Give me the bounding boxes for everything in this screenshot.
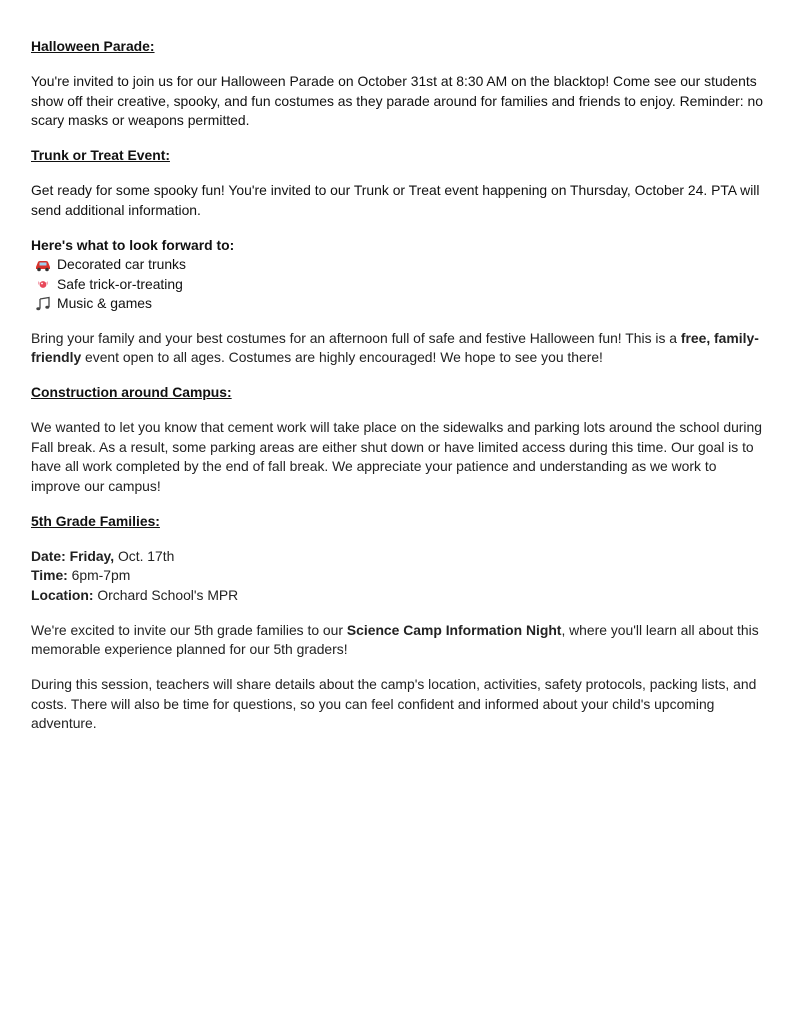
list-item-label: Safe trick-or-treating [57,275,183,292]
candy-icon [34,276,52,292]
trunk-or-treat-heading: Trunk or Treat Event: [31,147,170,163]
invite-text-start: We're excited to invite our 5th grade families to our [31,621,347,638]
closing-text-end: event open to all ages. Costumes are highly encouraged! We hope to see you there! [81,349,603,365]
location-label: Location: [31,586,94,603]
invite-text-end: , where you'll learn all about this memorable experience planned for our 5th graders! [31,621,759,657]
free-family-friendly-emphasis: free, family-friendly [31,329,759,365]
event-time [31,566,763,586]
construction-heading: Construction around Campus: [31,384,232,400]
list-item [34,275,763,295]
trunk-or-treat-body: Get ready for some spooky fun! You're invited to our Trunk or Treat event happening on Thursday, October 24. PTA will send additional information. [31,182,760,218]
look-forward-heading: Here's what to look forward to: [31,236,235,253]
newsletter-content [31,37,763,734]
music-notes-icon [34,296,52,312]
construction-body: We wanted to let you know that cement work will take place on the sidewalks and parking lots around the school during Fall break. As a result, some parking areas are either shut down or have limited access during this time. Our goal is to have all work completed by the end of fall break. We appreciate your patience and understanding as we work to improve our campus! [31,419,762,494]
science-camp-night-emphasis: Science Camp Information Night [346,621,562,638]
car-icon [34,257,52,273]
list-item-label: Music & games [57,295,152,311]
trunk-closing-paragraph [31,329,763,368]
list-item-label: Decorated car trunks [57,256,186,272]
list-item [34,294,763,314]
session-details: During this session, teachers will share details about the camp's location, activities, safety protocols, packing lists, and costs. There will also be time for questions, so you can feel confident and informed about your child's upcoming adventure. [31,676,757,731]
halloween-parade-body: You're invited to join us for our Halloween Parade on October 31st at 8:30 AM on the blacktop! Come see our students show off their creative, spooky, and fun costumes as they parade around for families and friends to enjoy. Reminder: no scary masks or weapons permitted. [31,73,763,128]
halloween-parade-heading: Halloween Parade: [31,38,155,54]
list-item [34,255,763,275]
date-label: Date: [31,547,66,564]
fifth-grade-heading: 5th Grade Families: [31,512,160,529]
time-label: Time: [31,567,68,583]
time-value: 6pm-7pm [71,567,131,583]
event-location [31,586,763,606]
date-day: Friday, [69,547,115,564]
date-value: Oct. 17th [117,547,175,564]
event-date [31,547,763,567]
location-value: Orchard School's MPR [97,586,239,603]
closing-text-start: Bring your family and your best costumes for an afternoon full of safe and festive Halloween fun! This is a [31,329,681,346]
science-camp-invite [31,621,763,660]
